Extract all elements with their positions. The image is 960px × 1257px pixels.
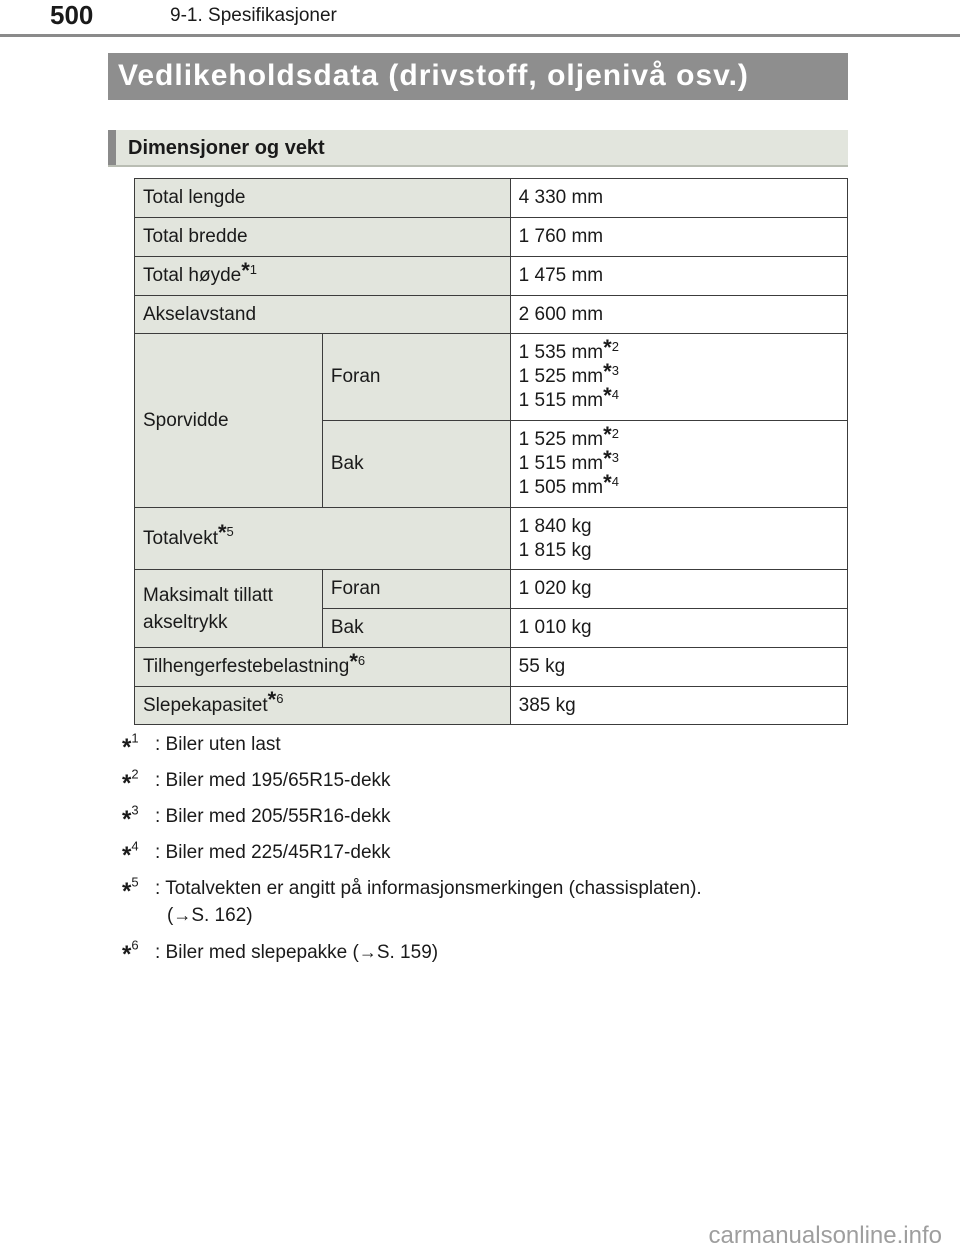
- page-reference-link[interactable]: →S. 159): [358, 942, 439, 963]
- page-title-bar: [108, 53, 848, 100]
- arrow-icon: →: [358, 942, 377, 962]
- table-row: [135, 508, 848, 570]
- row-label: [135, 257, 511, 296]
- row-label: Slepekapasitet$^{*6}$: [135, 687, 511, 725]
- row-label: Tilhengerfestebelastning$^{*6}$: [135, 648, 511, 687]
- footnote-key: *$^2$: [122, 766, 139, 797]
- page-title: Vedlikeholdsdata (drivstoff, oljenivå osv.): [118, 59, 749, 92]
- value-line: 1 525 $mm^{*3}$: [518, 358, 619, 387]
- section-label: 9-1. Spesifikasjoner: [170, 5, 337, 26]
- table-row: [135, 218, 848, 257]
- footnote-key: *$^3$: [122, 802, 139, 833]
- row-value: 1 760 mm: [510, 218, 847, 257]
- footnote: *$^2$ : Biler med 195/65R15-dekk: [122, 766, 391, 797]
- footnote: *$^3$ : Biler med 205/55R16-dekk: [122, 802, 391, 833]
- footnote: *$^4$ : Biler med 225/45R17-dekk: [122, 838, 391, 869]
- header-rule: [0, 34, 960, 37]
- footnote-key: *$^4$: [122, 838, 139, 869]
- page-header: [0, 0, 960, 40]
- footnote-marker: *5: [217, 520, 234, 546]
- watermark: carmanualsonline.info: [708, 1222, 942, 1249]
- value-line: 1 840 kg: [518, 515, 592, 537]
- value-line: 1 515 $mm^{*4}$: [518, 382, 619, 411]
- row-value: [510, 334, 847, 421]
- table-row: [135, 570, 848, 609]
- footnotes: [122, 732, 862, 976]
- footnote: *$^1$ : Biler uten last: [122, 730, 281, 761]
- row-label: Totalvekt$^{*5}$: [135, 508, 511, 570]
- value-line: 1 815 kg: [518, 539, 592, 561]
- row-label: Total lengde: [135, 179, 511, 218]
- heading-marker: [108, 130, 116, 165]
- table-row: [135, 296, 848, 334]
- row-label: Maksimalt tillatt akseltrykk: [135, 570, 323, 648]
- footnote-marker: *1: [241, 257, 258, 283]
- table-row: [135, 648, 848, 687]
- row-value: 55 kg: [510, 648, 847, 687]
- footnote-key: *$^1$: [122, 730, 139, 761]
- row-value: 2 600 mm: [510, 296, 847, 334]
- footnote-marker: *6: [267, 687, 284, 713]
- value-line: 1 515 $mm^{*3}$: [518, 445, 619, 474]
- row-value: 385 kg: [510, 687, 847, 725]
- footnote-key: *$^6$: [122, 937, 139, 968]
- row-value: 4 330 mm: [510, 179, 847, 218]
- table-row: [135, 257, 848, 296]
- footnote-key: *$^5$: [122, 874, 139, 905]
- label-text: Total høyde: [143, 265, 242, 286]
- row-value: 1 475 mm: [510, 257, 847, 296]
- sub-label: Foran: [322, 570, 510, 609]
- row-value: [510, 421, 847, 508]
- footnote: *$^5$ : Totalvekten er angitt på informasjonsmerkingen (chassisplaten). (→S. 162): [122, 876, 862, 929]
- dimensions-weight-table: [134, 178, 848, 725]
- section-heading-bar: [108, 130, 848, 167]
- footnote-marker: *6: [349, 648, 366, 674]
- page-number: 500: [50, 0, 94, 30]
- row-label: Total bredde: [135, 218, 511, 257]
- section-heading: Dimensjoner og vekt: [128, 137, 325, 159]
- table-row: [135, 334, 848, 421]
- value-line: 1 535 $mm^{*2}$: [518, 334, 619, 363]
- sub-label: Bak: [322, 609, 510, 648]
- arrow-icon: →: [173, 905, 192, 925]
- sub-label: Bak: [322, 421, 510, 508]
- row-value: 1 020 kg: [510, 570, 847, 609]
- row-label: Akselavstand: [135, 296, 511, 334]
- table-row: [135, 179, 848, 218]
- value-line: 1 505 $mm^{*4}$: [518, 469, 619, 498]
- value-line: 1 525 $mm^{*2}$: [518, 421, 619, 450]
- table-row: [135, 687, 848, 725]
- footnote: *$^6$ : Biler med slepepakke (→S. 159): [122, 937, 439, 968]
- row-value: 1 010 kg: [510, 609, 847, 648]
- page-reference-link[interactable]: (→S. 162): [167, 905, 253, 926]
- sub-label: Foran: [322, 334, 510, 421]
- row-label: Sporvidde: [135, 334, 323, 508]
- row-value: [510, 508, 847, 570]
